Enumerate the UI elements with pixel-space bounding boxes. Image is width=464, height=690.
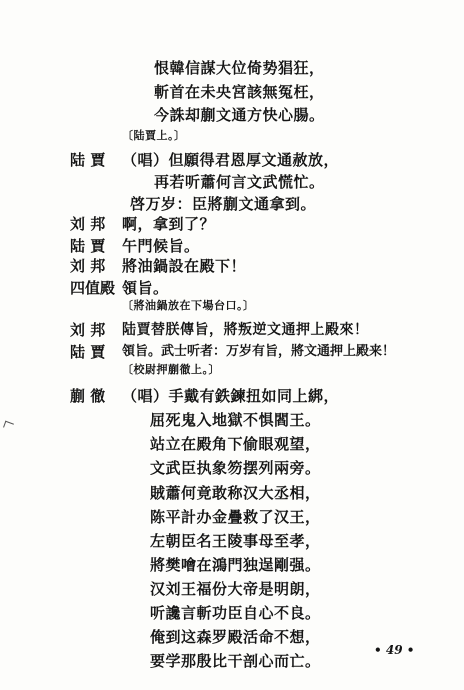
text-line: 將樊噲在鴻門独逞剛强。 (150, 556, 321, 574)
text-line: 將油鍋設在殿下！ (122, 257, 247, 275)
text-line: 領旨。 (122, 279, 169, 297)
stage-direction: 〔陆賈上。〕 (122, 129, 186, 142)
text-line: 站立在殿角下偷眼观望， (150, 435, 321, 453)
speaker-name: 陆 賈 (70, 151, 106, 169)
text-line: 賊蕭何竟敢称汉大丞相， (150, 484, 321, 502)
speaker-name: 刘 邦 (70, 257, 106, 275)
text-line: 啓万岁：臣將蒯文通拿到。 (130, 195, 317, 213)
speaker-name: 陆 賈 (70, 343, 106, 361)
text-line: 恨韓信謀大位倚势猖狂， (154, 59, 325, 77)
speaker-name: 陆 賈 (70, 237, 106, 255)
stage-direction: 〔校尉押蒯徹上。〕 (122, 363, 220, 376)
text-line: （唱）手戴有鉄鍊扭如同上綁， (122, 387, 340, 405)
text-line: 再若听蕭何言文武慌忙。 (154, 173, 325, 191)
text-line: 啊，拿到了？ (122, 215, 216, 233)
text-line: 屈死鬼入地獄不惧閻王。 (150, 411, 321, 429)
text-line: 汉刘王福份大帝是明朗， (150, 580, 321, 598)
text-line: 要学那殷比干剖心而亡。 (150, 652, 321, 670)
speaker-name: 刘 邦 (70, 215, 106, 233)
text-line: 午門候旨。 (122, 237, 200, 255)
text-line: 陆賈替朕傳旨，將叛逆文通押上殿來！ (122, 322, 369, 338)
text-line: （唱）但願得君恩厚文通赦放， (122, 151, 340, 169)
text-line: 左朝臣名王陵事母至孝， (150, 532, 321, 550)
scan-mark (3, 421, 14, 431)
text-line: 今誅却蒯文通方快心腸。 (154, 106, 325, 124)
text-line: 斬首在未央宮該無冤枉， (154, 83, 325, 101)
speaker-name: 刘 邦 (70, 321, 106, 339)
page-number: • 49 • (374, 643, 415, 657)
speaker-name: 四值殿 (70, 279, 116, 297)
text-line: 文武臣执象笏摆列兩旁。 (150, 459, 321, 477)
text-line: 听讒言斬功臣自心不良。 (150, 604, 321, 622)
text-line: 領旨。武士听者：万岁有旨，將文通押上殿来！ (122, 344, 396, 359)
text-line: 陈平計办金疊救了汉王， (150, 508, 321, 526)
text-line: 俺到这森罗殿活命不想， (150, 628, 321, 646)
speaker-name: 蒯 徹 (70, 387, 106, 405)
stage-direction: 〔將油鍋放在下場台口。〕 (122, 299, 255, 312)
